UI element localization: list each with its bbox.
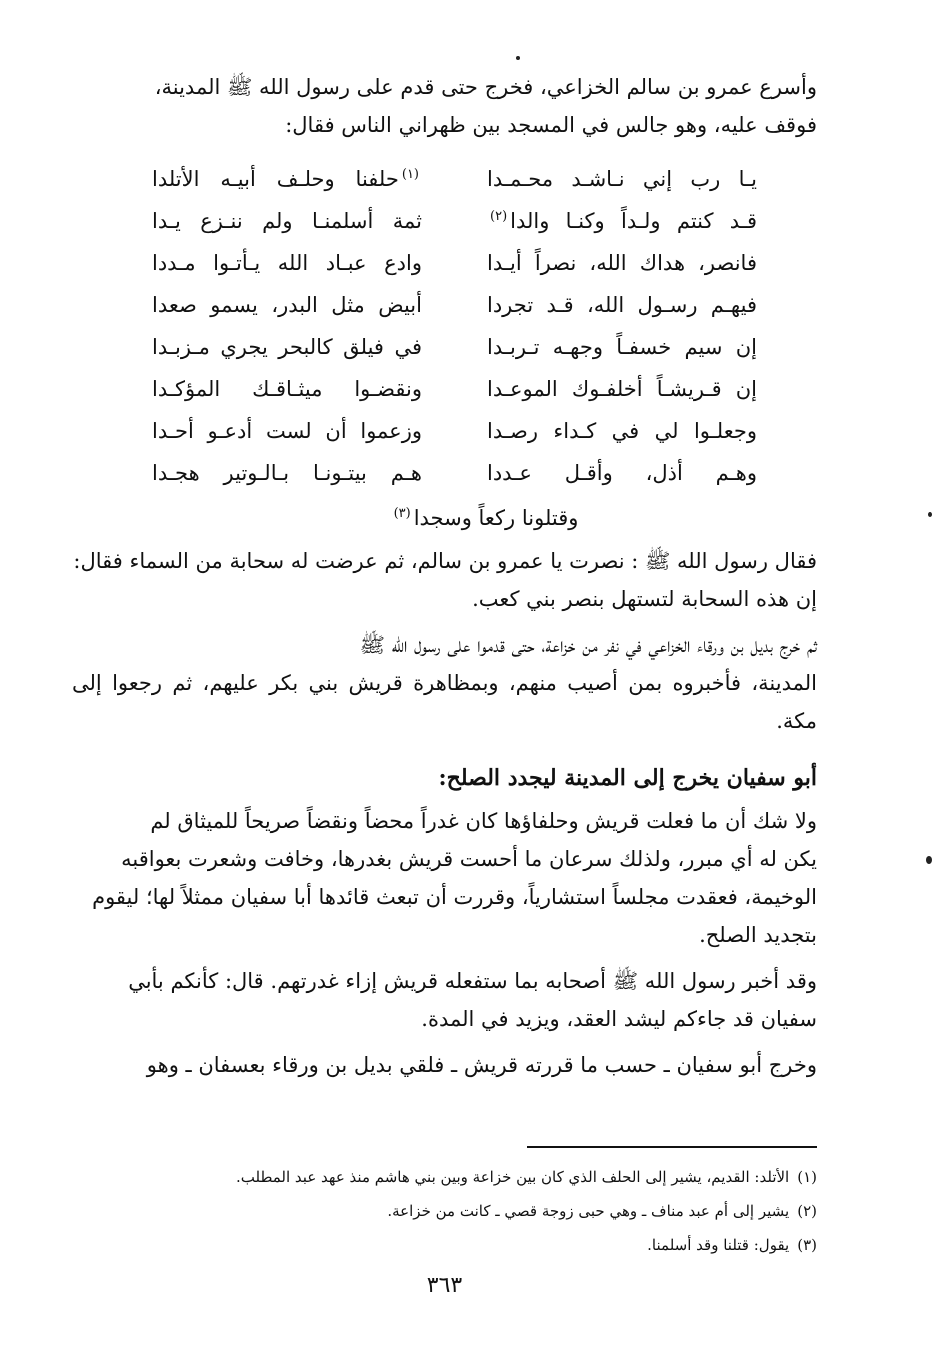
section-heading: أبو سفيان يخرج إلى المدينة ليجدد الصلح:	[438, 765, 817, 791]
poem-verse	[72, 200, 817, 242]
text-line: بتجديد الصلح.	[699, 923, 817, 947]
poem-verse	[72, 368, 817, 410]
footnote	[72, 1228, 817, 1262]
poem-hemistich-right: إن قـريشـاً أخلفـوك الموعـدا	[487, 377, 757, 401]
paragraph-intro	[72, 68, 817, 144]
footnote	[72, 1160, 817, 1194]
poem-hemistich-left: ثمة أسلمنـا ولم ننـزع يـدا	[152, 209, 422, 233]
footnote-number: (٢)	[797, 1202, 817, 1220]
scan-speck	[928, 512, 932, 517]
text-line: وأسرع عمرو بن سالم الخزاعي، فخرج حتى قدم على رسول الله ﷺ المدينة،	[154, 75, 817, 99]
scan-speck	[926, 856, 932, 864]
poem-hemistich-right: يـا رب إني نـاشـد محـمـدا	[487, 167, 757, 191]
poem-hemistich-right: وهـم أذل، وأقـل عـددا	[487, 461, 757, 485]
poem-hemistich-left: أبيض مثل البدر، يسمو صعدا	[152, 293, 422, 317]
poem	[72, 158, 817, 534]
poem-hemistich-right: وجعلـوا لي في كـداء رصـدا	[487, 419, 757, 443]
poem-verse	[72, 284, 817, 326]
poem-hemistich-left: في فيلق كالبحر يجري مـزبـدا	[152, 335, 422, 359]
text-line: وقد أخبر رسول الله ﷺ أصحابه بما ستفعله قريش إزاء غدرتهم. قال: كأنكم بأبي	[128, 969, 817, 993]
footnote-text: يشير إلى أم عبد مناف ـ وهي حبى زوجة قصي ـ كانت من خزاعة.	[387, 1202, 790, 1220]
text-line: ثم خرج بديل بن ورقاء الخزاعي في نفر من خزاعة، حتى قدموا على رسول الله ﷺ	[359, 633, 817, 657]
book-page	[72, 68, 817, 1308]
poem-hemistich-left: وزعموا أن لست أدعـو أحـدا	[152, 419, 422, 443]
poem-verse	[72, 326, 817, 368]
paragraph-prophet-reply	[72, 542, 817, 618]
paragraph-budail	[72, 626, 817, 740]
page-number: ٣٦٣	[426, 1273, 463, 1298]
footnote-ref: (١)	[401, 167, 419, 182]
poem-verse	[72, 242, 817, 284]
poem-verse	[72, 158, 817, 200]
text-line: إن هذه السحابة لتستهل بنصر بني كعب.	[472, 587, 817, 611]
text-line: وخرج أبو سفيان ـ حسب ما قررته قريش ـ فلقي بديل بن ورقاء بعسفان ـ وهو	[146, 1053, 817, 1077]
footnote-divider	[527, 1146, 817, 1148]
footnote-ref: (٢)	[490, 209, 508, 224]
footnote-text: الأتلد: القديم، يشير إلى الحلف الذي كان بين خزاعة وبين بني هاشم منذ عهد عبد المطلب.	[235, 1168, 790, 1186]
poem-hemistich-right: إن سيم خسفـاً وجهـه تـربـدا	[487, 335, 757, 359]
poem-hemistich-right: فانصر، هداك الله، نصراً أيـدا	[487, 251, 757, 275]
poem-hemistich-left: ونقضـوا ميثـاقـك المؤكـدا	[152, 377, 422, 401]
poem-verse	[72, 410, 817, 452]
text-line: سفيان قد جاءكم ليشد العقد، ويزيد في المدة.	[421, 1007, 817, 1031]
footnotes	[72, 1160, 817, 1262]
text-line: المدينة، فأخبروه بمن أصيب منهم، وبمظاهرة قريش بني بكر عليهم، ثم رجعوا إلى مكة.	[72, 671, 817, 733]
footnote-ref: (٣)	[393, 506, 411, 521]
text-line: ولا شك أن ما فعلت قريش وحلفاؤها كان غدراً محضاً ونقضاً صريحاً للميثاق لم	[150, 809, 817, 833]
poem-hemistich-left: هـم بيتـونـا بـالـوتير هجـدا	[152, 461, 422, 485]
poem-hemistich-right: فيهـم رسـول الله، قـد تجردا	[487, 293, 757, 317]
poem-hemistich-left: وادع عبـاد الله يـأتـوا مـددا	[152, 251, 422, 275]
paragraph-quraysh	[72, 802, 817, 954]
text-line: فقال رسول الله ﷺ : نصرت يا عمرو بن سالم، ثم عرضت له سحابة من السماء فقال:	[73, 549, 817, 573]
poem-hemistich-right: قـد كنتم ولـداً وكنـا والدا$^{(٢)}$	[490, 209, 757, 233]
scan-speck	[516, 56, 520, 60]
paragraph-prophecy	[72, 962, 817, 1038]
text-line: فوقف عليه، وهو جالس في المسجد بين ظهراني الناس فقال:	[285, 113, 817, 137]
poem-hemistich-left: $^{(١)}$حلفنا وحلـف أبيـه الأتلدا	[152, 167, 419, 191]
footnote-number: (٣)	[797, 1236, 817, 1254]
text-line: الوخيمة، فعقدت مجلساً استشارياً، وقررت أن تبعث قائدها أبا سفيان ممثلاً لها؛ ليقوم	[92, 885, 817, 909]
text-line: يكن له أي مبرر، ولذلك سرعان ما أحست قريش بغدرها، وخافت وشعرت بعواقبه	[121, 847, 817, 871]
poem-verse	[72, 452, 817, 494]
footnote-text: يقول: قتلنا وقد أسلمنا.	[647, 1236, 790, 1254]
footnote-number: (١)	[797, 1168, 817, 1186]
footnote	[72, 1194, 817, 1228]
poem-final-line: وقتلونا ركعاً وسجدا$^{(٣)}$	[393, 506, 579, 530]
paragraph-abu-sufyan	[72, 1046, 817, 1084]
